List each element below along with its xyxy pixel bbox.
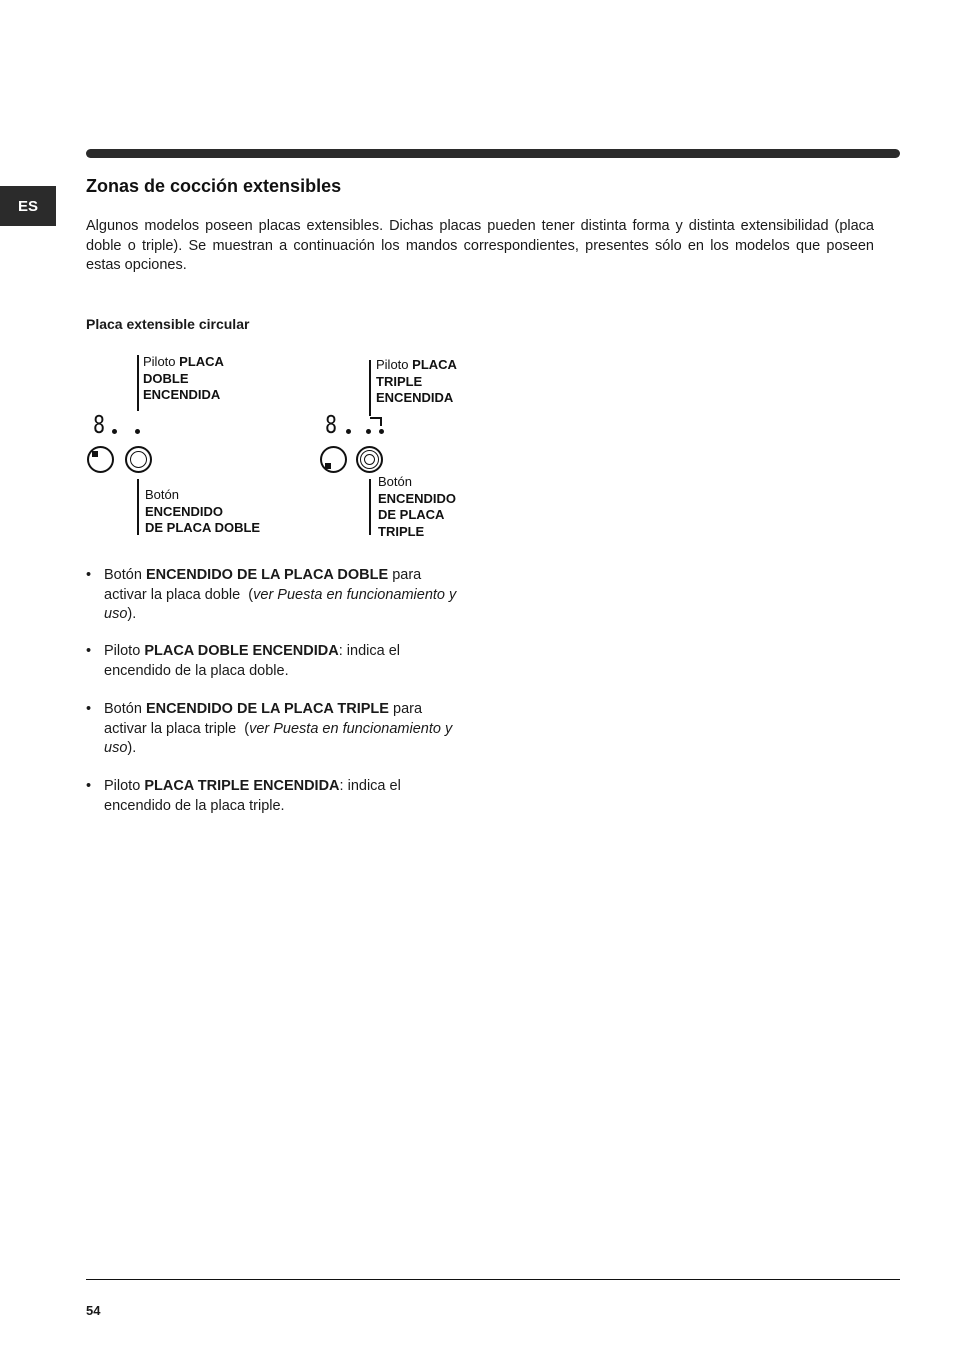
double-ring-icon xyxy=(130,451,147,468)
display-digit-double: 8 xyxy=(93,410,106,439)
footer-rule xyxy=(86,1279,900,1280)
button-triple-label xyxy=(378,474,456,540)
display-digit-triple: 8 xyxy=(325,410,338,439)
button-double-prefix: Botón xyxy=(145,487,179,502)
intro-text: Algunos modelos poseen placas extensibles. Dichas placas pueden tener distinta forma y distinta extensibilidad (placa doble o triple). Se muestran a continuación los mandos correspondientes, presentes sólo en los modelos que poseen estas opciones. xyxy=(86,218,874,273)
zone-selector-knob-double xyxy=(87,446,114,473)
bullet-mark: • xyxy=(86,567,92,583)
button-double-word-2: DE PLACA DOBLE xyxy=(145,520,261,535)
bullet-text: Botón ENCENDIDO DE LA PLACA TRIPLE para activar la placa triple (ver Puesta en funcionamiento y uso). xyxy=(104,701,453,756)
pilot-triple-word-1: PLACA xyxy=(412,357,457,372)
pilot-double-word-2: DOBLE xyxy=(143,370,189,386)
pilot-double-label xyxy=(143,354,224,404)
bullet-mark: • xyxy=(86,701,92,717)
page-number: 54 xyxy=(86,1303,101,1318)
bullet-double-pilot xyxy=(86,642,466,681)
language-tab: ES xyxy=(0,186,56,226)
button-triple-leader xyxy=(369,479,371,535)
button-triple-prefix: Botón xyxy=(378,474,412,489)
pilot-double-word-1: PLACA xyxy=(179,354,224,369)
bullet-text: Piloto PLACA TRIPLE ENCENDIDA: indica el encendido de la placa triple. xyxy=(104,778,401,814)
pilot-triple-light-2 xyxy=(379,429,384,434)
bullet-mark: • xyxy=(86,778,92,794)
double-zone-button xyxy=(125,446,152,473)
button-double-label xyxy=(145,487,260,537)
knob-indicator-icon xyxy=(325,463,331,469)
button-double-leader xyxy=(137,479,139,535)
bullet-mark: • xyxy=(86,643,92,659)
zone-selector-knob-triple xyxy=(320,446,347,473)
triple-inner-ring-icon xyxy=(364,454,375,465)
pilot-triple-light-1 xyxy=(366,429,371,434)
button-double-word-1: ENCENDIDO xyxy=(145,503,224,519)
display-decimal-dot-triple xyxy=(346,429,351,434)
pilot-double-leader xyxy=(137,355,139,411)
knob-indicator-icon xyxy=(92,451,98,457)
section-title: Zonas de cocción extensibles xyxy=(86,176,342,196)
pilot-double-word-3: ENCENDIDA xyxy=(143,387,221,402)
display-decimal-dot-double xyxy=(112,429,117,434)
control-diagram xyxy=(0,0,954,560)
pilot-double-prefix: Piloto xyxy=(143,354,176,369)
button-triple-word-2: DE PLACA xyxy=(378,507,445,522)
pilot-triple-bracket xyxy=(370,417,382,426)
bullet-text: Botón ENCENDIDO DE LA PLACA DOBLE para activar la placa doble (ver Puesta en funcionamiento y uso). xyxy=(104,567,457,622)
pilot-double-light xyxy=(135,429,140,434)
button-triple-word-1: ENCENDIDO xyxy=(378,490,457,506)
bullet-triple-pilot xyxy=(86,777,466,816)
pilot-triple-prefix: Piloto xyxy=(376,357,409,372)
triple-zone-button xyxy=(356,446,383,473)
pilot-triple-leader xyxy=(369,360,371,416)
pilot-triple-word-3: ENCENDIDA xyxy=(376,390,454,405)
bullet-triple-button xyxy=(86,700,466,759)
button-triple-word-3: TRIPLE xyxy=(378,523,425,539)
bullet-double-button xyxy=(86,566,466,625)
bullet-text: Piloto PLACA DOBLE ENCENDIDA: indica el encendido de la placa doble. xyxy=(104,643,400,679)
pilot-triple-label xyxy=(376,357,457,407)
pilot-triple-word-2: TRIPLE xyxy=(376,373,423,389)
subheading: Placa extensible circular xyxy=(86,316,250,332)
